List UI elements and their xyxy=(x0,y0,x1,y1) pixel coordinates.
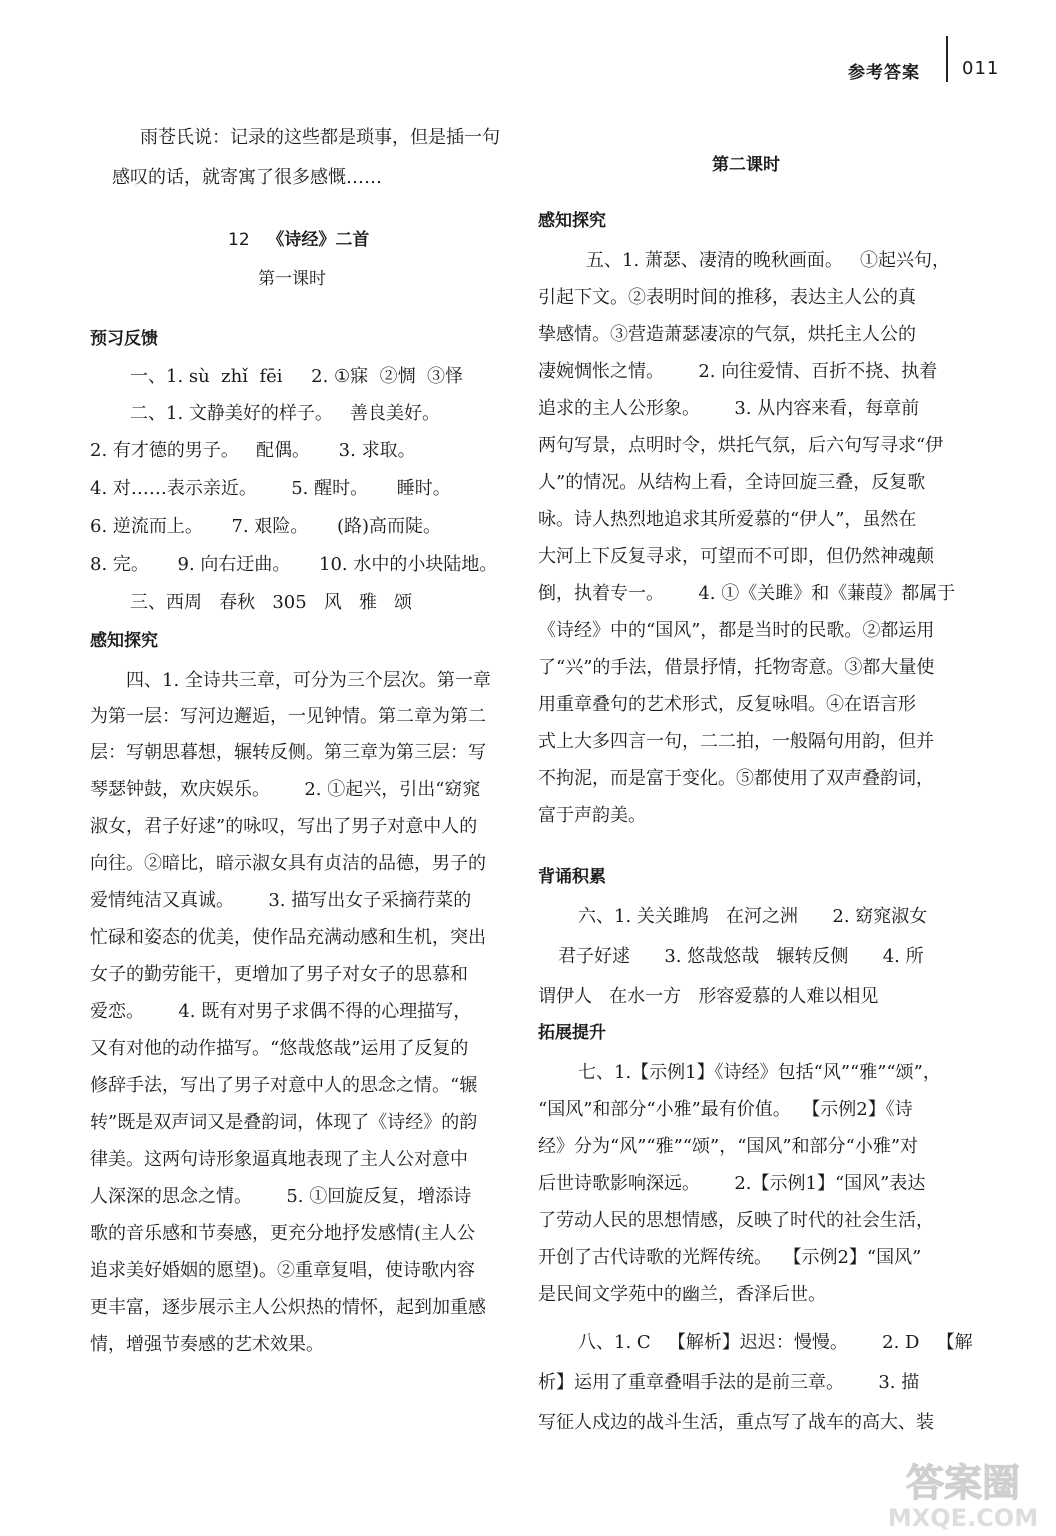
text-line: 六、1. 关关雎鸠 在河之洲 2. 窈窕淑女 xyxy=(578,906,928,927)
text-line: 七、1.【示例1】《诗经》包括“风”“雅”“颂”， xyxy=(578,1062,941,1083)
text-line: 转”既是双声词又是叠韵词，体现了《诗经》的韵 xyxy=(90,1112,478,1133)
watermark-logo xyxy=(878,1452,1048,1532)
section-heading-extend: 拓展提升 xyxy=(538,1023,606,1043)
page-number: 011 xyxy=(962,58,1000,79)
section-heading-recite: 背诵积累 xyxy=(538,867,606,887)
text-line: 2. 有才德的男子。 配偶。 3. 求取。 xyxy=(90,440,416,461)
text-line: 八、1. C 【解析】迟迟：慢慢。 2. D 【解 xyxy=(578,1332,973,1353)
text-line: 歌的音乐感和节奏感，更充分地抒发感情(主人公 xyxy=(90,1223,476,1244)
text-line: 4. 对……表示亲近。 5. 醒时。 睡时。 xyxy=(90,478,451,499)
text-line: 淑女，君子好逑”的咏叹，写出了男子对意中人的 xyxy=(90,816,478,837)
text-line: 向往。②暗比，暗示淑女具有贞洁的品德，男子的 xyxy=(90,853,486,874)
text-line: 凄婉惆怅之情。 2. 向往爱情、百折不挠、执着 xyxy=(538,361,938,382)
text-line: 忙碌和姿态的优美，使作品充满动感和生机，突出 xyxy=(90,927,486,948)
text-line: 女子的勤劳能干，更增加了男子对女子的思慕和 xyxy=(90,964,468,985)
header-divider xyxy=(946,36,948,82)
text-line: 写征人戍边的战斗生活，重点写了战车的高大、装 xyxy=(538,1412,934,1433)
intro-line: 雨苍氏说：记录的这些都是琐事，但是插一句 xyxy=(140,127,500,148)
text-line: 倒，执着专一。 4. ①《关雎》和《蒹葭》都属于 xyxy=(538,583,956,604)
text-line: 挚感情。③营造萧瑟凄凉的气氛，烘托主人公的 xyxy=(538,324,916,345)
lesson-number: 12 xyxy=(228,230,250,250)
text-line: 了“兴”的手法，借景抒情，托物寄意。③都大量使 xyxy=(538,657,935,678)
text-line: 追求的主人公形象。 3. 从内容来看，每章前 xyxy=(538,398,920,419)
text-line: 为第一层：写河边邂逅，一见钟情。第二章为第二 xyxy=(90,706,486,727)
text-line: 三、西周 春秋 305 风 雅 颂 xyxy=(130,592,413,613)
text-line: 君子好逑 3. 悠哉悠哉 辗转反侧 4. 所 xyxy=(558,946,924,967)
intro-paragraph xyxy=(112,118,500,198)
text-line: 大河上下反复寻求，可望而不可即，但仍然神魂颠 xyxy=(538,546,934,567)
text-line: 谓伊人 在水一方 形容爱慕的人难以相见 xyxy=(538,986,879,1007)
text-line: 富于声韵美。 xyxy=(538,805,646,826)
text-line: 是民间文学苑中的幽兰，香泽后世。 xyxy=(538,1284,826,1305)
text-line: 情，增强节奏感的艺术效果。 xyxy=(90,1334,324,1355)
header-title: 参考答案 xyxy=(848,63,920,83)
text-line: 琴瑟钟鼓，欢庆娱乐。 2. ①起兴，引出“窈窕 xyxy=(90,779,481,800)
text-line: 《诗经》中的“国风”，都是当时的民歌。②都运用 xyxy=(538,620,935,641)
intro-line: 感叹的话，就寄寓了很多感慨…… xyxy=(112,167,382,188)
text-line: 又有对他的动作描写。“悠哉悠哉”运用了反复的 xyxy=(90,1038,469,1059)
text-line: 人”的情况。从结构上看，全诗回旋三叠，反复歌 xyxy=(538,472,926,493)
text-line: “国风”和部分“小雅”最有价值。 【示例2】《诗 xyxy=(538,1099,913,1120)
section-heading-explore-right: 感知探究 xyxy=(538,211,606,231)
text-line: 6. 逆流而上。 7. 艰险。 (路)高而陡。 xyxy=(90,516,442,537)
text-line: 层：写朝思暮想，辗转反侧。第三章为第三层：写 xyxy=(90,742,486,763)
text-line: 爱恋。 4. 既有对男子求偶不得的心理描写， xyxy=(90,1001,472,1022)
text-line: 律美。这两句诗形象逼真地表现了主人公对意中 xyxy=(90,1149,468,1170)
lesson-heading xyxy=(228,225,369,250)
text-line: 开创了古代诗歌的光辉传统。 【示例2】“国风” xyxy=(538,1247,922,1268)
text-line: 了劳动人民的思想情感，反映了时代的社会生活， xyxy=(538,1210,934,1231)
text-line: 不拘泥，而是富于变化。⑤都使用了双声叠韵词， xyxy=(538,768,934,789)
text-line: 8. 完。 9. 向右迂曲。 10. 水中的小块陆地。 xyxy=(90,554,498,575)
period-heading-right: 第二课时 xyxy=(712,155,780,175)
text-line: 五、1. 萧瑟、凄清的晚秋画面。 ①起兴句， xyxy=(586,250,951,271)
text-line: 经》分为“风”“雅”“颂”，“国风”和部分“小雅”对 xyxy=(538,1136,919,1157)
text-line: 两句写景，点明时令，烘托气氛，后六句写寻求“伊 xyxy=(538,435,944,456)
text-line: 人深深的思念之情。 5. ①回旋反复，增添诗 xyxy=(90,1186,472,1207)
text-line: 咏。诗人热烈地追求其所爱慕的“伊人”，虽然在 xyxy=(538,509,917,530)
lesson-title: 《诗经》二首 xyxy=(267,230,370,250)
period-heading-left: 第一课时 xyxy=(258,269,326,289)
text-line: 四、1. 全诗共三章，可分为三个层次。第一章 xyxy=(126,670,491,691)
text-line: 一、1. sù zhǐ fēi 2. ①寐 ②惆 ③怿 xyxy=(130,366,464,387)
text-line: 追求美好婚姻的愿望)。②重章复唱，使诗歌内容 xyxy=(90,1260,476,1281)
text-line: 引起下文。②表明时间的推移，表达主人公的真 xyxy=(538,287,916,308)
text-line: 后世诗歌影响深远。 2.【示例1】“国风”表达 xyxy=(538,1173,926,1194)
text-line: 爱情纯洁又真诚。 3. 描写出女子采摘荇菜的 xyxy=(90,890,472,911)
section-heading-explore: 感知探究 xyxy=(90,631,158,651)
text-line: 更丰富，逐步展示主人公炽热的情怀，起到加重感 xyxy=(90,1297,486,1318)
text-line: 修辞手法，写出了男子对意中人的思念之情。“辗 xyxy=(90,1075,478,1096)
text-line: 式上大多四言一句，二二拍，一般隔句用韵，但并 xyxy=(538,731,934,752)
section-heading-preview: 预习反馈 xyxy=(90,329,158,349)
text-line: 二、1. 文静美好的样子。 善良美好。 xyxy=(130,403,441,424)
text-line: 析】运用了重章叠唱手法的是前三章。 3. 描 xyxy=(538,1372,920,1393)
watermark-text: 答案圈 xyxy=(905,1461,1021,1505)
watermark-url: MXQE.COM xyxy=(887,1504,1039,1532)
text-line: 用重章叠句的艺术形式，反复咏唱。④在语言形 xyxy=(538,694,916,715)
